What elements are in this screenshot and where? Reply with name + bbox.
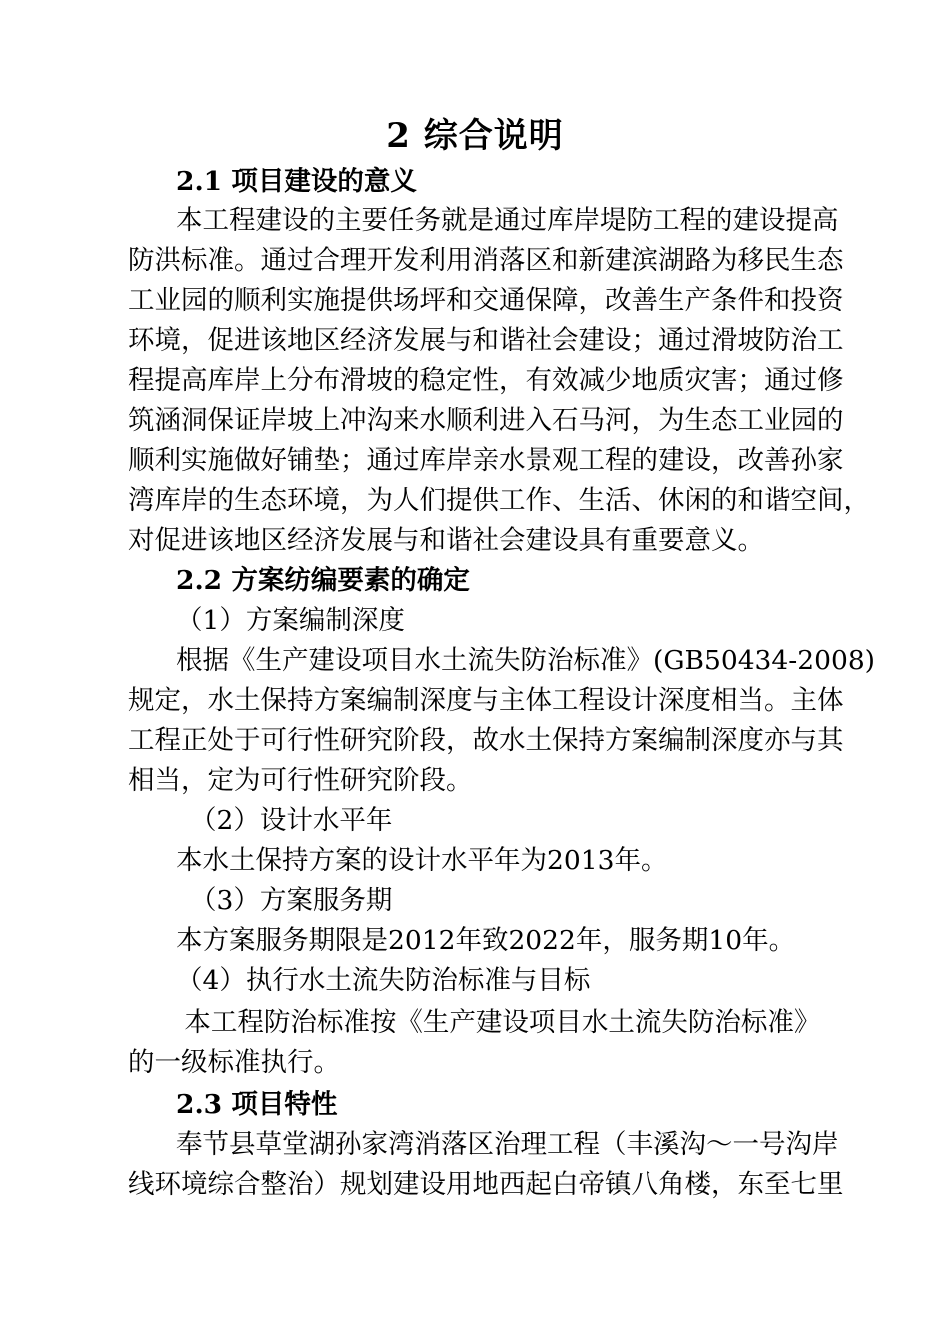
paragraph-line: 本工程防治标准按《生产建设项目水土流失防治标准》	[176, 1007, 821, 1038]
paragraph-line: 防洪标准。通过合理开发利用消落区和新建滨湖路为移民生态	[128, 245, 844, 276]
paragraph-line: 工程正处于可行性研究阶段，故水土保持方案编制深度亦与其	[128, 725, 844, 756]
list-item-title: （2）设计水平年	[190, 805, 393, 836]
paragraph-line: 程提高库岸上分布滑坡的稳定性，有效减少地质灾害；通过修	[128, 365, 844, 396]
paragraph-line: 筑涵洞保证岸坡上冲沟来水顺利进入石马河，为生态工业园的	[128, 405, 844, 436]
chapter-title: 2 综合说明	[386, 116, 564, 156]
paragraph-line: 工业园的顺利实施提供场坪和交通保障，改善生产条件和投资	[128, 285, 844, 316]
paragraph-line: 根据《生产建设项目水土流失防治标准》(GB50434-2008)	[176, 645, 876, 676]
paragraph-line: 本工程建设的主要任务就是通过库岸堤防工程的建设提高	[176, 205, 839, 236]
list-item-title: （4）执行水土流失防治标准与目标	[176, 965, 591, 996]
paragraph-line: 的一级标准执行。	[128, 1047, 340, 1078]
paragraph-line: 奉节县草堂湖孙家湾消落区治理工程（丰溪沟～一号沟岸	[176, 1129, 839, 1160]
paragraph-line: 规定，水土保持方案编制深度与主体工程设计深度相当。主体	[128, 685, 844, 716]
section-heading-2-2: 2.2 方案纺编要素的确定	[176, 565, 470, 596]
section-heading-2-1: 2.1 项目建设的意义	[176, 166, 417, 197]
section-heading-2-3: 2.3 项目特性	[176, 1089, 338, 1120]
paragraph-line: 本方案服务期限是2012年致2022年，服务期10年。	[176, 925, 796, 956]
paragraph-line: 本水土保持方案的设计水平年为2013年。	[176, 845, 668, 876]
paragraph-line: 环境，促进该地区经济发展与和谐社会建设；通过滑坡防治工	[128, 325, 844, 356]
paragraph-line: 线环境综合整治）规划建设用地西起白帝镇八角楼，东至七里	[128, 1169, 844, 1200]
paragraph-line: 湾库岸的生态环境，为人们提供工作、生活、休闲的和谐空间，	[128, 485, 870, 516]
paragraph-line: 顺利实施做好铺垫；通过库岸亲水景观工程的建设，改善孙家	[128, 445, 844, 476]
list-item-title: （1）方案编制深度	[176, 605, 405, 636]
list-item-title: （3）方案服务期	[190, 885, 393, 916]
paragraph-line: 对促进该地区经济发展与和谐社会建设具有重要意义。	[128, 525, 764, 556]
paragraph-line: 相当，定为可行性研究阶段。	[128, 765, 473, 796]
